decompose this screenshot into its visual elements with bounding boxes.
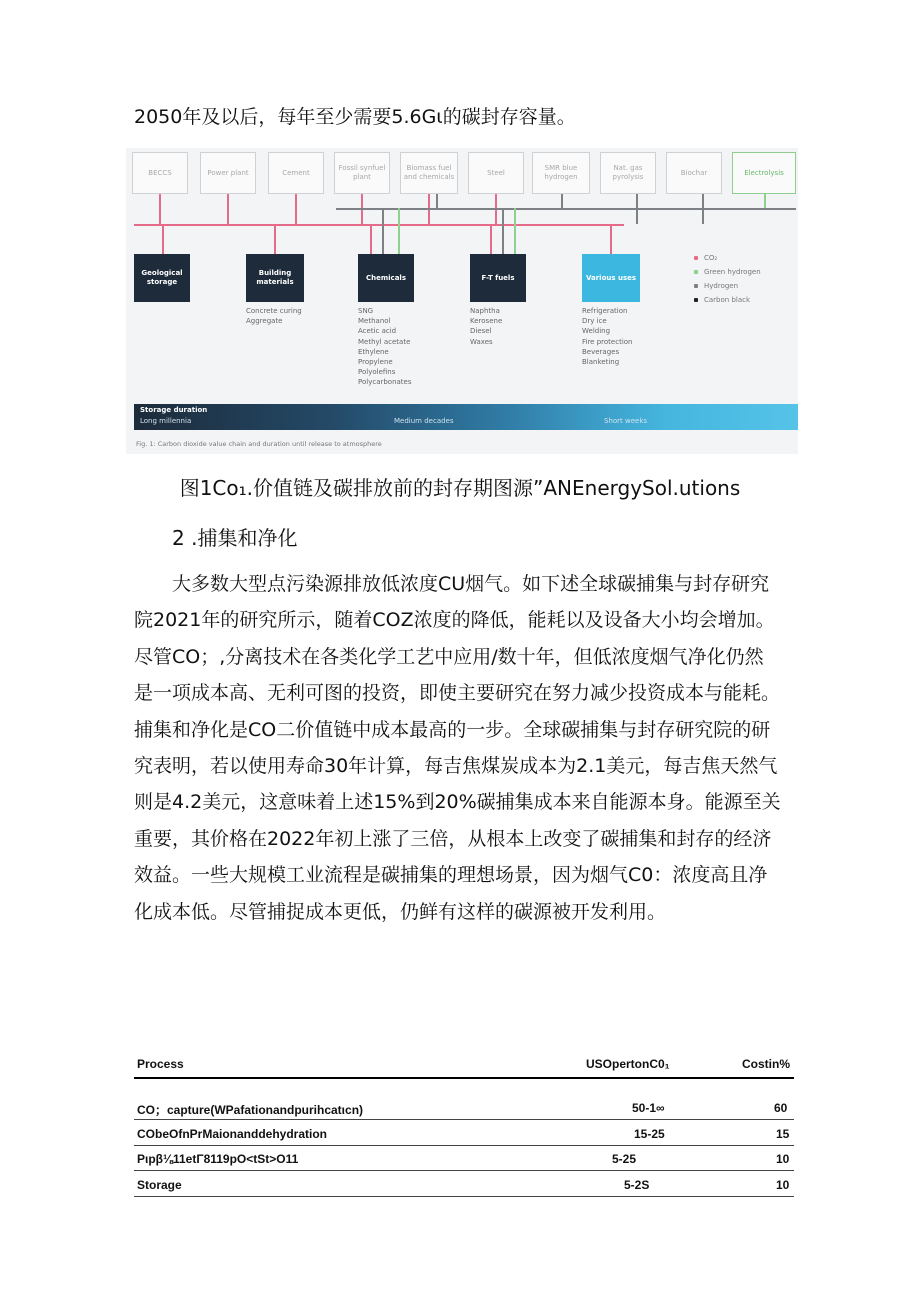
table-row-cost: 15-25: [634, 1127, 665, 1141]
figure-internal-caption: Fig. 1: Carbon dioxide value chain and duration until release to atmosphere: [136, 440, 382, 448]
co2-bus: [134, 224, 624, 226]
table-row-label: Storage: [137, 1178, 182, 1192]
various-uses-list: Refrigeration Dry ice Welding Fire protection Beverages Blanketing: [582, 307, 633, 367]
paragraph-line: 效益。一些大规模工业流程是碳捕集的理想场景，因为烟气C0：浓度高且净: [134, 864, 768, 887]
hydrogen-to-ft: [502, 208, 504, 254]
use-box-geological-storage: Geological storage: [134, 254, 190, 302]
source-box-steel: Steel: [468, 152, 524, 194]
table-row-cost: 50-1∞: [632, 1101, 665, 1115]
table-row-cost: 5-2S: [624, 1178, 650, 1192]
source-box-fossil-synfuel: Fossil synfuel plant: [334, 152, 390, 194]
table-row-cost: 5-25: [612, 1152, 637, 1166]
hydrogen-to-chemicals: [382, 208, 384, 254]
co2-drop-line: [495, 194, 497, 226]
duration-label-short: Short weeks: [604, 417, 648, 425]
paragraph-line: 院2021年的研究所示，随着COZ浓度的降低，能耗以及设备大小均会增加。: [134, 609, 775, 632]
storage-duration-bar: [134, 404, 798, 430]
source-box-beccs: BECCS: [132, 152, 188, 194]
table-row-label: CObeOfnPrMaionanddehydration: [137, 1127, 328, 1141]
green-h2-to-ft: [514, 208, 516, 254]
source-box-gas-pyrolysis: Nat. gas pyrolysis: [600, 152, 656, 194]
table-header-cost-percent: Costin%: [742, 1057, 790, 1071]
body-paragraph: [134, 566, 800, 930]
legend-item-green-hydrogen: Green hydrogen: [694, 268, 761, 276]
paragraph-line: 化成本低。尽管捕捉成本更低，仍鲜有这样的碳源被开发利用。: [134, 900, 667, 923]
co2-drop-line: [295, 194, 297, 226]
legend-item-carbon-black: Carbon black: [694, 296, 750, 304]
co2-to-various: [610, 224, 612, 254]
paragraph-line: 尽管CO；,分离技术在各类化学工艺中应用/数十年，但低浓度烟气净化仍然: [134, 645, 764, 668]
duration-label-medium: Medium decades: [394, 417, 454, 425]
use-box-various-uses: Various uses: [582, 254, 640, 302]
paragraph-line: 重要，其价格在2022年初上涨了三倍，从根本上改变了碳捕集和封存的经济: [134, 827, 772, 850]
paragraph-line: 是一项成本高、无利可图的投资，即使主要研究在努力减少投资成本与能耗。: [134, 682, 781, 705]
table-row-percent: 10: [776, 1178, 790, 1192]
value-chain-figure: [126, 148, 798, 454]
source-box-smr-hydrogen: SMR blue hydrogen: [532, 152, 590, 194]
source-box-cement: Cement: [268, 152, 324, 194]
use-box-building-materials: Building materials: [246, 254, 304, 302]
table-row-percent: 10: [776, 1152, 790, 1166]
source-box-power-plant: Power plant: [200, 152, 256, 194]
use-box-ft-fuels: F-T fuels: [470, 254, 526, 302]
co2-drop-line: [227, 194, 229, 226]
paragraph-line: 大多数大型点污染源排放低浓度CU烟气。如下述全球碳捕集与封存研究: [172, 573, 770, 595]
co2-to-chemicals: [370, 224, 372, 254]
table-row-percent: 60: [774, 1101, 788, 1115]
co2-to-ft: [490, 224, 492, 254]
co2-drop-line: [361, 194, 363, 226]
section-heading: 2 .捕集和净化: [172, 526, 298, 550]
source-box-electrolysis: Electrolysis: [732, 152, 796, 194]
duration-label-long: Long millennia: [140, 417, 192, 425]
ft-fuels-list: Naphtha Kerosene Diesel Waxes: [470, 307, 503, 346]
source-box-biochar: Biochar: [666, 152, 722, 194]
table-row-rule: [134, 1145, 794, 1146]
table-header-rule: [134, 1077, 794, 1079]
co2-to-storage: [162, 224, 164, 254]
table-header-cost-usd: USOpertonC0₁: [586, 1057, 670, 1071]
legend-item-co2: CO₂: [694, 254, 717, 262]
top-paragraph-line: 2050年及以后，每年至少需要5.6Gι的碳封存容量。: [134, 106, 576, 128]
hydrogen-bus: [336, 208, 796, 210]
table-row-label: CO；capture(WPafationandpurihcatιcn): [137, 1103, 364, 1117]
co2-to-building: [274, 224, 276, 254]
paragraph-line: 则是4.2美元，这意味着上述15%到20%碳捕集成本来自能源本身。能源至关: [134, 791, 781, 814]
figure-caption: 图1Co₁.价值链及碳排放前的封存期图源”ANEnergySol.utions: [179, 476, 741, 500]
table-header-process: Process: [137, 1057, 184, 1071]
paragraph-line: 捕集和净化是CO二价值链中成本最高的一步。全球碳捕集与封存研究院的研: [134, 718, 771, 741]
co2-drop-line: [428, 194, 430, 226]
green-h2-to-chemicals: [398, 208, 400, 254]
legend-item-hydrogen: Hydrogen: [694, 282, 738, 290]
source-box-biomass: Biomass fuel and chemicals: [400, 152, 458, 194]
building-materials-list: Concrete curing Aggregate: [246, 307, 302, 326]
table-row-rule: [134, 1119, 794, 1120]
chemicals-list: SNG Methanol Acetic acid Methyl acetate Ethylene Propylene Polyolefins Polycarbonates: [358, 307, 412, 387]
co2-drop-line: [159, 194, 161, 226]
use-box-chemicals: Chemicals: [358, 254, 414, 302]
table-row-rule: [134, 1170, 794, 1171]
table-row-percent: 15: [776, 1127, 790, 1141]
table-row-rule: [134, 1196, 794, 1197]
storage-duration-title: Storage duration: [140, 406, 208, 414]
table-row-label: Pιpβ⅛11etΓ8119pO<tSt>O11: [137, 1152, 299, 1166]
paragraph-line: 究表明，若以使用寿命30年计算，每吉焦煤炭成本为2.1美元，每吉焦天然气: [134, 755, 778, 778]
